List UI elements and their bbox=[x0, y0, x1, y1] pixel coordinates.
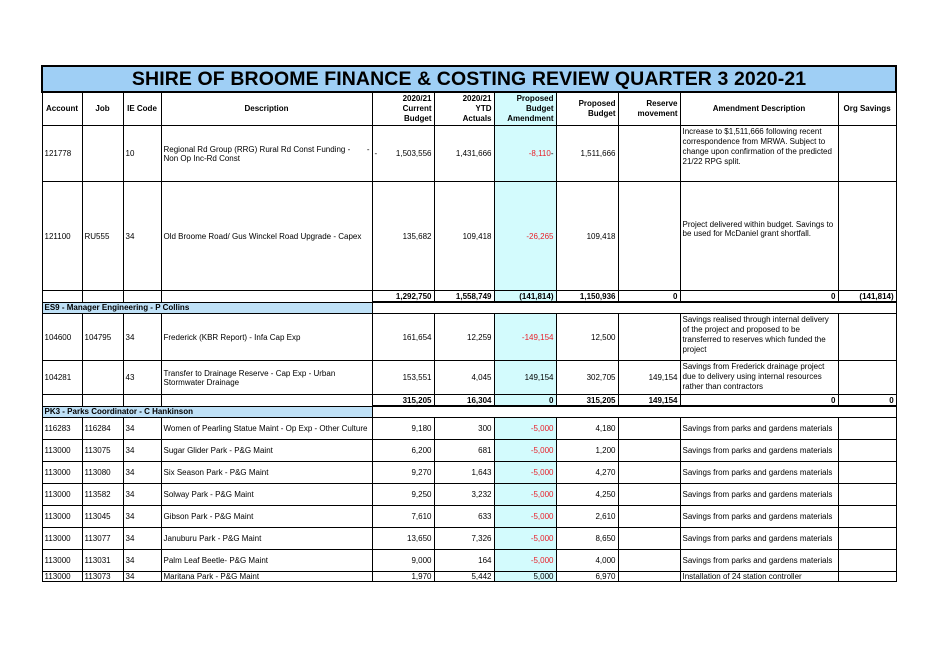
total-ytd: 16,304 bbox=[434, 395, 494, 407]
cell-description: Sugar Glider Park - P&G Maint bbox=[161, 440, 372, 462]
cell-org-savings bbox=[838, 484, 896, 506]
table-row bbox=[42, 361, 896, 395]
cell-amendment-description: Savings from parks and gardens materials bbox=[680, 506, 838, 528]
table-row bbox=[42, 440, 896, 462]
cell-account: 113000 bbox=[42, 550, 82, 572]
cell-blank bbox=[123, 395, 161, 407]
description-text: Regional Rd Group (RRG) Rural Rd Const Funding - Non Op Inc-Rd Const bbox=[163, 144, 351, 163]
cell-proposed: 12,500 bbox=[556, 314, 618, 361]
col-amendment-description: Amendment Description bbox=[680, 92, 838, 126]
cell-description: Six Season Park - P&G Maint bbox=[161, 462, 372, 484]
cell-ytd: 1,643 bbox=[434, 462, 494, 484]
header-row bbox=[42, 92, 896, 126]
col-ytd-actuals bbox=[434, 92, 494, 126]
cell-amendment: -5,000 bbox=[494, 506, 556, 528]
total-org-savings: (141,814) bbox=[838, 291, 896, 303]
total-proposed: 1,150,936 bbox=[556, 291, 618, 303]
cell-job: 113075 bbox=[82, 440, 123, 462]
cell-account: 113000 bbox=[42, 462, 82, 484]
col-current-budget bbox=[372, 92, 434, 126]
cell-ie: 34 bbox=[123, 506, 161, 528]
cell-description: Palm Leaf Beetle- P&G Maint bbox=[161, 550, 372, 572]
cell-org-savings bbox=[838, 572, 896, 582]
budget-table bbox=[41, 65, 897, 582]
cell-description: Solway Park - P&G Maint bbox=[161, 484, 372, 506]
cell-description: Maritana Park - P&G Maint bbox=[161, 572, 372, 582]
cell-reserve bbox=[618, 484, 680, 506]
cell-org-savings bbox=[838, 418, 896, 440]
hdr-line: Current bbox=[402, 104, 432, 113]
cell-ytd: 109,418 bbox=[434, 182, 494, 291]
cell-proposed: 4,250 bbox=[556, 484, 618, 506]
cell-proposed: 302,705 bbox=[556, 361, 618, 395]
cell-reserve bbox=[618, 418, 680, 440]
total-org-savings: 0 bbox=[838, 395, 896, 407]
section-row-pk3 bbox=[42, 406, 896, 418]
cell-account: 121778 bbox=[42, 126, 82, 182]
total-amendment: 0 bbox=[494, 395, 556, 407]
cell-amendment: -5,000 bbox=[494, 440, 556, 462]
cell-reserve bbox=[618, 182, 680, 291]
cell-current: 9,000 bbox=[372, 550, 434, 572]
cell-blank bbox=[42, 395, 82, 407]
pk3-rows bbox=[42, 418, 896, 582]
cell-ytd: 7,326 bbox=[434, 528, 494, 550]
cell-amendment: -5,000 bbox=[494, 528, 556, 550]
cell-description: Transfer to Drainage Reserve - Cap Exp - Urban Stormwater Drainage bbox=[161, 361, 372, 395]
cell-ytd: 5,442 bbox=[434, 572, 494, 582]
cell-org-savings bbox=[838, 440, 896, 462]
table-row bbox=[42, 182, 896, 291]
cell-job: 113045 bbox=[82, 506, 123, 528]
hdr-line: Reserve bbox=[646, 99, 678, 108]
hdr-line: Actuals bbox=[462, 114, 492, 123]
cell-blank bbox=[161, 395, 372, 407]
cell-current: 1,970 bbox=[372, 572, 434, 582]
cell-amendment-description bbox=[680, 182, 838, 291]
total-current: 1,292,750 bbox=[372, 291, 434, 303]
cell-amendment: -149,154 bbox=[494, 314, 556, 361]
cell-amendment-description: Savings realised through internal delivery of the project and proposed to be transferred to reserves which funded the project bbox=[680, 314, 838, 361]
section-heading: PK3 - Parks Coordinator - C Hankinson bbox=[42, 406, 372, 418]
cell-amendment: 5,000 bbox=[494, 572, 556, 582]
cell-ie: 34 bbox=[123, 550, 161, 572]
table-row bbox=[42, 506, 896, 528]
cell-job: 104795 bbox=[82, 314, 123, 361]
cell-ie: 43 bbox=[123, 361, 161, 395]
cell-ytd: 1,431,666 bbox=[434, 126, 494, 182]
cell-amendment-description: Increase to $1,511,666 following recent correspondence from MRWA. Subject to change upon confirmation of the predicted 21/22 RPG split. bbox=[680, 126, 838, 182]
cell-reserve: 149,154 bbox=[618, 361, 680, 395]
cell-amendment-description: Savings from parks and gardens materials bbox=[680, 440, 838, 462]
table-row bbox=[42, 126, 896, 182]
dash-mark: - bbox=[366, 144, 370, 154]
section-filler bbox=[372, 406, 896, 418]
table-row bbox=[42, 418, 896, 440]
cell-account: 116283 bbox=[42, 418, 82, 440]
hdr-line: Proposed bbox=[578, 99, 616, 108]
cell-amendment-description: Savings from parks and gardens materials bbox=[680, 484, 838, 506]
cell-amendment: -5,000 bbox=[494, 484, 556, 506]
cell-job: 113582 bbox=[82, 484, 123, 506]
cell-ytd: 164 bbox=[434, 550, 494, 572]
cell-reserve bbox=[618, 528, 680, 550]
cell-current: 9,180 bbox=[372, 418, 434, 440]
section-filler bbox=[372, 302, 896, 314]
cell-ytd: 12,259 bbox=[434, 314, 494, 361]
total-reserve: 149,154 bbox=[618, 395, 680, 407]
cell-amendment-description: Savings from parks and gardens materials bbox=[680, 462, 838, 484]
cell-account: 104281 bbox=[42, 361, 82, 395]
hdr-line: 2020/21 bbox=[462, 94, 492, 103]
col-reserve-movement bbox=[618, 92, 680, 126]
cell-blank bbox=[42, 291, 82, 303]
dash-mark: - bbox=[374, 149, 378, 158]
cell-reserve bbox=[618, 314, 680, 361]
section-row-es9 bbox=[42, 302, 896, 314]
cell-ytd: 681 bbox=[434, 440, 494, 462]
cell-reserve bbox=[618, 126, 680, 182]
cell-proposed: 1,200 bbox=[556, 440, 618, 462]
cell-blank bbox=[82, 395, 123, 407]
total-amend-desc: 0 bbox=[680, 291, 838, 303]
cell-org-savings bbox=[838, 182, 896, 291]
col-org-savings: Org Savings bbox=[838, 92, 896, 126]
table-row bbox=[42, 528, 896, 550]
cell-current: 135,682 bbox=[372, 182, 434, 291]
cell-org-savings bbox=[838, 126, 896, 182]
cell-proposed: 2,610 bbox=[556, 506, 618, 528]
cell-amendment bbox=[494, 126, 556, 182]
cell-proposed: 109,418 bbox=[556, 182, 618, 291]
table-row bbox=[42, 572, 896, 582]
table-row bbox=[42, 314, 896, 361]
cell-amendment: -5,000 bbox=[494, 418, 556, 440]
cell-ie: 34 bbox=[123, 418, 161, 440]
cell-ie: 34 bbox=[123, 484, 161, 506]
cell-account: 113000 bbox=[42, 506, 82, 528]
budget-review-sheet bbox=[41, 65, 895, 582]
cell-proposed: 4,180 bbox=[556, 418, 618, 440]
cell-org-savings bbox=[838, 462, 896, 484]
cell-current: 9,250 bbox=[372, 484, 434, 506]
section-heading: ES9 - Manager Engineering - P Collins bbox=[42, 302, 372, 314]
cell-proposed: 4,270 bbox=[556, 462, 618, 484]
col-proposed-budget bbox=[556, 92, 618, 126]
cell-current: 7,610 bbox=[372, 506, 434, 528]
hdr-line: Budget bbox=[587, 109, 616, 118]
cell-ie: 34 bbox=[123, 528, 161, 550]
cell-description bbox=[161, 126, 372, 182]
cell-org-savings bbox=[838, 550, 896, 572]
cell-amendment-description: Installation of 24 station controller bbox=[680, 572, 838, 582]
cell-current: 161,654 bbox=[372, 314, 434, 361]
cell-proposed: 1,511,666 bbox=[556, 126, 618, 182]
cell-proposed: 4,000 bbox=[556, 550, 618, 572]
cell-amendment-description: Savings from parks and gardens materials bbox=[680, 528, 838, 550]
col-proposed-amendment bbox=[494, 92, 556, 126]
cell-account: 113000 bbox=[42, 440, 82, 462]
cell-ytd: 300 bbox=[434, 418, 494, 440]
total-proposed: 315,205 bbox=[556, 395, 618, 407]
total-reserve: 0 bbox=[618, 291, 680, 303]
cell-job: 116284 bbox=[82, 418, 123, 440]
cell-job: 113077 bbox=[82, 528, 123, 550]
cell-amendment: 149,154 bbox=[494, 361, 556, 395]
current-value: 1,503,556 bbox=[395, 149, 432, 158]
cell-org-savings bbox=[838, 314, 896, 361]
cell-reserve bbox=[618, 440, 680, 462]
cell-current: 13,650 bbox=[372, 528, 434, 550]
cell-job: RU555 bbox=[82, 182, 123, 291]
cell-ie: 34 bbox=[123, 462, 161, 484]
hdr-line: Amendment bbox=[507, 114, 554, 123]
cell-ytd: 4,045 bbox=[434, 361, 494, 395]
hdr-line: Budget bbox=[403, 114, 432, 123]
total-amend-desc: 0 bbox=[680, 395, 838, 407]
total-ytd: 1,558,749 bbox=[434, 291, 494, 303]
cell-amendment: -5,000 bbox=[494, 462, 556, 484]
cell-amendment-description: Savings from Frederick drainage project due to delivery using internal resources rather than contractors bbox=[680, 361, 838, 395]
cell-ytd: 633 bbox=[434, 506, 494, 528]
cell-blank bbox=[123, 291, 161, 303]
cell-ie: 34 bbox=[123, 440, 161, 462]
cell-org-savings bbox=[838, 506, 896, 528]
cell-account: 113000 bbox=[42, 528, 82, 550]
hdr-line: Proposed bbox=[516, 94, 554, 103]
cell-job: 113080 bbox=[82, 462, 123, 484]
hdr-line: YTD bbox=[475, 104, 492, 113]
hdr-line: movement bbox=[637, 109, 678, 118]
cell-job: 113031 bbox=[82, 550, 123, 572]
table-row bbox=[42, 550, 896, 572]
hdr-line: Budget bbox=[525, 104, 554, 113]
col-description: Description bbox=[161, 92, 372, 126]
cell-org-savings bbox=[838, 528, 896, 550]
cell-proposed: 6,970 bbox=[556, 572, 618, 582]
amend-desc-text: Project delivered within budget. Savings to be used for McDaniel grant shortfall. bbox=[682, 220, 834, 238]
total-current: 315,205 bbox=[372, 395, 434, 407]
cell-amendment-description: Savings from parks and gardens materials bbox=[680, 550, 838, 572]
amend-value: -8,110 bbox=[528, 149, 551, 158]
cell-job: 113073 bbox=[82, 572, 123, 582]
hdr-line: 2020/21 bbox=[402, 94, 432, 103]
cell-ytd: 3,232 bbox=[434, 484, 494, 506]
subtotal-row bbox=[42, 395, 896, 407]
cell-amendment: -5,000 bbox=[494, 550, 556, 572]
cell-account: 113000 bbox=[42, 484, 82, 506]
cell-account: 104600 bbox=[42, 314, 82, 361]
cell-description: Gibson Park - P&G Maint bbox=[161, 506, 372, 528]
table-row bbox=[42, 484, 896, 506]
cell-reserve bbox=[618, 572, 680, 582]
cell-reserve bbox=[618, 506, 680, 528]
cell-reserve bbox=[618, 462, 680, 484]
cell-description: Frederick (KBR Report) - Infa Cap Exp bbox=[161, 314, 372, 361]
cell-ie: 34 bbox=[123, 314, 161, 361]
cell-reserve bbox=[618, 550, 680, 572]
cell-ie: 34 bbox=[123, 182, 161, 291]
cell-description: Old Broome Road/ Gus Winckel Road Upgrade - Capex bbox=[161, 182, 372, 291]
cell-blank bbox=[82, 291, 123, 303]
cell-amendment: -26,265 bbox=[494, 182, 556, 291]
total-amendment: (141,814) bbox=[494, 291, 556, 303]
cell-ie: 10 bbox=[123, 126, 161, 182]
cell-blank bbox=[161, 291, 372, 303]
cell-proposed: 8,650 bbox=[556, 528, 618, 550]
col-account: Account bbox=[42, 92, 82, 126]
cell-amendment-description: Savings from parks and gardens materials bbox=[680, 418, 838, 440]
dash-mark: - bbox=[550, 149, 554, 158]
cell-org-savings bbox=[838, 361, 896, 395]
cell-current: 6,200 bbox=[372, 440, 434, 462]
cell-job bbox=[82, 361, 123, 395]
cell-current: 153,551 bbox=[372, 361, 434, 395]
cell-current: 9,270 bbox=[372, 462, 434, 484]
cell-account: 113000 bbox=[42, 572, 82, 582]
cell-description: Women of Pearling Statue Maint - Op Exp - Other Culture bbox=[161, 418, 372, 440]
subtotal-row bbox=[42, 291, 896, 303]
cell-account: 121100 bbox=[42, 182, 82, 291]
report-title: SHIRE OF BROOME FINANCE & COSTING REVIEW QUARTER 3 2020-21 bbox=[42, 66, 896, 92]
col-ie-code: IE Code bbox=[123, 92, 161, 126]
cell-current bbox=[372, 126, 434, 182]
table-row bbox=[42, 462, 896, 484]
cell-job bbox=[82, 126, 123, 182]
col-job: Job bbox=[82, 92, 123, 126]
cell-description: Januburu Park - P&G Maint bbox=[161, 528, 372, 550]
cell-ie: 34 bbox=[123, 572, 161, 582]
